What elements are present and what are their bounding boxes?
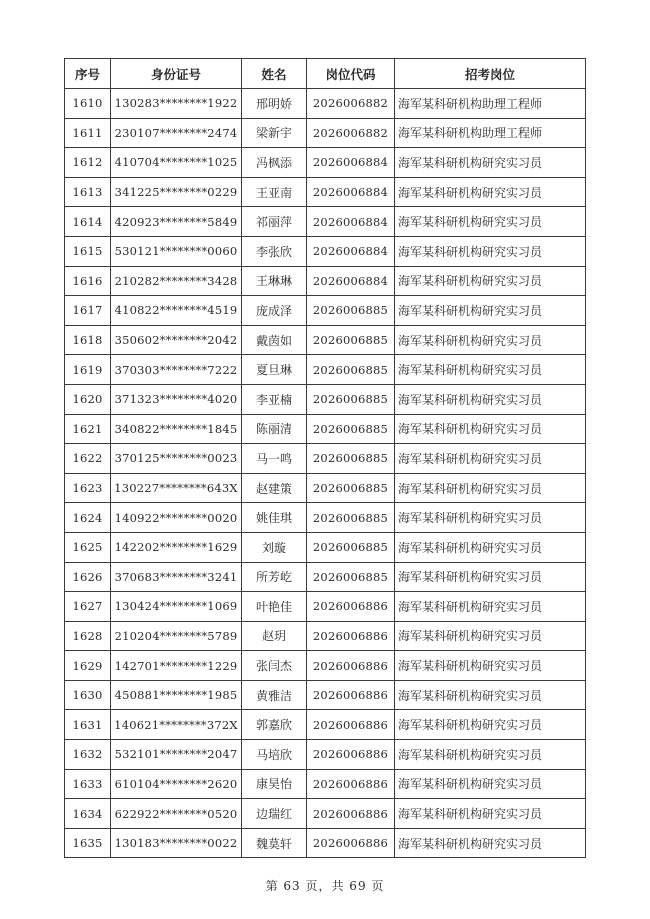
- cell-name: 夏旦琳: [242, 355, 307, 385]
- cell-name: 马培欣: [242, 740, 307, 770]
- cell-position-code: 2026006884: [307, 177, 395, 207]
- table-row: [65, 532, 586, 562]
- table-row: [65, 621, 586, 651]
- cell-position-code: 2026006885: [307, 532, 395, 562]
- table-row: [65, 296, 586, 326]
- cell-serial-number: 1633: [65, 769, 111, 799]
- table-row: [65, 651, 586, 681]
- cell-serial-number: 1620: [65, 384, 111, 414]
- cell-id-number: 142202********1629: [111, 532, 242, 562]
- cell-position-code: 2026006884: [307, 148, 395, 178]
- cell-position-title: 海军某科研机构研究实习员: [395, 828, 586, 858]
- cell-position-title: 海军某科研机构研究实习员: [395, 473, 586, 503]
- cell-position-code: 2026006885: [307, 473, 395, 503]
- cell-position-code: 2026006885: [307, 325, 395, 355]
- cell-position-title: 海军某科研机构助理工程师: [395, 118, 586, 148]
- cell-position-title: 海军某科研机构研究实习员: [395, 562, 586, 592]
- cell-position-code: 2026006885: [307, 296, 395, 326]
- cell-position-title: 海军某科研机构研究实习员: [395, 266, 586, 296]
- table-row: [65, 740, 586, 770]
- cell-position-code: 2026006886: [307, 651, 395, 681]
- cell-position-code: 2026006886: [307, 740, 395, 770]
- cell-serial-number: 1617: [65, 296, 111, 326]
- table-row: [65, 799, 586, 829]
- cell-serial-number: 1612: [65, 148, 111, 178]
- table-row: [65, 562, 586, 592]
- cell-serial-number: 1625: [65, 532, 111, 562]
- cell-position-code: 2026006882: [307, 118, 395, 148]
- cell-id-number: 130283********1922: [111, 89, 242, 119]
- cell-id-number: 371323********4020: [111, 384, 242, 414]
- cell-serial-number: 1632: [65, 740, 111, 770]
- cell-position-title: 海军某科研机构研究实习员: [395, 325, 586, 355]
- cell-position-code: 2026006885: [307, 414, 395, 444]
- table-row: [65, 177, 586, 207]
- cell-id-number: 130183********0022: [111, 828, 242, 858]
- cell-id-number: 210204********5789: [111, 621, 242, 651]
- table-row: [65, 384, 586, 414]
- cell-position-title: 海军某科研机构研究实习员: [395, 710, 586, 740]
- cell-name: 王亚南: [242, 177, 307, 207]
- cell-name: 赵建策: [242, 473, 307, 503]
- table-row: [65, 444, 586, 474]
- cell-position-code: 2026006886: [307, 680, 395, 710]
- cell-name: 姚佳琪: [242, 503, 307, 533]
- cell-name: 叶艳佳: [242, 592, 307, 622]
- cell-id-number: 532101********2047: [111, 740, 242, 770]
- cell-position-code: 2026006885: [307, 355, 395, 385]
- cell-name: 冯枫添: [242, 148, 307, 178]
- cell-position-code: 2026006884: [307, 207, 395, 237]
- table-row: [65, 355, 586, 385]
- cell-name: 祁丽萍: [242, 207, 307, 237]
- table-row: [65, 592, 586, 622]
- cell-position-code: 2026006884: [307, 266, 395, 296]
- cell-position-code: 2026006884: [307, 236, 395, 266]
- cell-id-number: 450881********1985: [111, 680, 242, 710]
- col-header-position-title: 招考岗位: [395, 59, 586, 89]
- cell-serial-number: 1619: [65, 355, 111, 385]
- cell-serial-number: 1614: [65, 207, 111, 237]
- cell-position-code: 2026006885: [307, 503, 395, 533]
- table-row: [65, 503, 586, 533]
- cell-position-title: 海军某科研机构研究实习员: [395, 355, 586, 385]
- cell-name: 魏莫轩: [242, 828, 307, 858]
- page-number: 第 63 页，共 69 页: [265, 879, 385, 894]
- table-row: [65, 89, 586, 119]
- cell-serial-number: 1615: [65, 236, 111, 266]
- cell-id-number: 140922********0020: [111, 503, 242, 533]
- cell-id-number: 530121********0060: [111, 236, 242, 266]
- cell-id-number: 210282********3428: [111, 266, 242, 296]
- cell-position-code: 2026006882: [307, 89, 395, 119]
- cell-position-title: 海军某科研机构研究实习员: [395, 207, 586, 237]
- cell-serial-number: 1622: [65, 444, 111, 474]
- cell-name: 庞成泽: [242, 296, 307, 326]
- cell-serial-number: 1635: [65, 828, 111, 858]
- table-row: [65, 207, 586, 237]
- cell-serial-number: 1610: [65, 89, 111, 119]
- cell-serial-number: 1611: [65, 118, 111, 148]
- cell-position-title: 海军某科研机构研究实习员: [395, 414, 586, 444]
- cell-position-title: 海军某科研机构研究实习员: [395, 444, 586, 474]
- cell-serial-number: 1630: [65, 680, 111, 710]
- cell-id-number: 410704********1025: [111, 148, 242, 178]
- cell-serial-number: 1613: [65, 177, 111, 207]
- table-row: [65, 828, 586, 858]
- cell-position-code: 2026006886: [307, 592, 395, 622]
- cell-position-code: 2026006885: [307, 562, 395, 592]
- cell-serial-number: 1624: [65, 503, 111, 533]
- cell-name: 戴茵如: [242, 325, 307, 355]
- cell-position-code: 2026006885: [307, 444, 395, 474]
- cell-serial-number: 1634: [65, 799, 111, 829]
- cell-position-title: 海军某科研机构研究实习员: [395, 799, 586, 829]
- col-header-name: 姓名: [242, 59, 307, 89]
- cell-serial-number: 1626: [65, 562, 111, 592]
- cell-position-title: 海军某科研机构研究实习员: [395, 236, 586, 266]
- col-header-serial-number: 序号: [65, 59, 111, 89]
- cell-name: 康昊怡: [242, 769, 307, 799]
- cell-serial-number: 1618: [65, 325, 111, 355]
- cell-id-number: 622922********0520: [111, 799, 242, 829]
- cell-name: 王琳琳: [242, 266, 307, 296]
- cell-position-title: 海军某科研机构研究实习员: [395, 384, 586, 414]
- cell-position-title: 海军某科研机构研究实习员: [395, 621, 586, 651]
- cell-id-number: 130424********1069: [111, 592, 242, 622]
- cell-position-title: 海军某科研机构研究实习员: [395, 296, 586, 326]
- cell-name: 张闫杰: [242, 651, 307, 681]
- cell-position-title: 海军某科研机构研究实习员: [395, 680, 586, 710]
- col-header-position-code: 岗位代码: [307, 59, 395, 89]
- cell-id-number: 142701********1229: [111, 651, 242, 681]
- cell-id-number: 420923********5849: [111, 207, 242, 237]
- table-body: [65, 89, 586, 858]
- cell-id-number: 340822********1845: [111, 414, 242, 444]
- cell-position-title: 海军某科研机构研究实习员: [395, 769, 586, 799]
- cell-position-code: 2026006886: [307, 710, 395, 740]
- cell-position-title: 海军某科研机构研究实习员: [395, 532, 586, 562]
- cell-position-title: 海军某科研机构研究实习员: [395, 651, 586, 681]
- cell-serial-number: 1631: [65, 710, 111, 740]
- cell-serial-number: 1616: [65, 266, 111, 296]
- cell-name: 陈丽清: [242, 414, 307, 444]
- cell-position-code: 2026006886: [307, 769, 395, 799]
- cell-name: 邢明娇: [242, 89, 307, 119]
- cell-name: 郭嘉欣: [242, 710, 307, 740]
- cell-name: 李张欣: [242, 236, 307, 266]
- table-row: [65, 710, 586, 740]
- cell-id-number: 370125********0023: [111, 444, 242, 474]
- cell-serial-number: 1627: [65, 592, 111, 622]
- cell-id-number: 370303********7222: [111, 355, 242, 385]
- cell-name: 赵玥: [242, 621, 307, 651]
- table-row: [65, 680, 586, 710]
- cell-name: 刘璇: [242, 532, 307, 562]
- cell-serial-number: 1629: [65, 651, 111, 681]
- cell-position-title: 海军某科研机构助理工程师: [395, 89, 586, 119]
- cell-id-number: 130227********643X: [111, 473, 242, 503]
- cell-name: 李亚楠: [242, 384, 307, 414]
- table-row: [65, 325, 586, 355]
- cell-name: 梁新宇: [242, 118, 307, 148]
- cell-position-code: 2026006886: [307, 828, 395, 858]
- cell-serial-number: 1628: [65, 621, 111, 651]
- table-row: [65, 148, 586, 178]
- cell-serial-number: 1623: [65, 473, 111, 503]
- table-row: [65, 414, 586, 444]
- cell-id-number: 370683********3241: [111, 562, 242, 592]
- cell-name: 马一鸣: [242, 444, 307, 474]
- table-row: [65, 266, 586, 296]
- cell-position-title: 海军某科研机构研究实习员: [395, 740, 586, 770]
- table-row: [65, 769, 586, 799]
- cell-name: 黄雅洁: [242, 680, 307, 710]
- table-row: [65, 473, 586, 503]
- cell-position-title: 海军某科研机构研究实习员: [395, 592, 586, 622]
- col-header-id-number: 身份证号: [111, 59, 242, 89]
- cell-id-number: 341225********0229: [111, 177, 242, 207]
- cell-id-number: 140621********372X: [111, 710, 242, 740]
- cell-name: 边瑞红: [242, 799, 307, 829]
- cell-position-code: 2026006886: [307, 799, 395, 829]
- cell-position-title: 海军某科研机构研究实习员: [395, 177, 586, 207]
- table-header-row: [65, 59, 586, 89]
- cell-id-number: 350602********2042: [111, 325, 242, 355]
- cell-position-title: 海军某科研机构研究实习员: [395, 148, 586, 178]
- cell-position-title: 海军某科研机构研究实习员: [395, 503, 586, 533]
- cell-id-number: 410822********4519: [111, 296, 242, 326]
- table-row: [65, 118, 586, 148]
- cell-position-code: 2026006886: [307, 621, 395, 651]
- table-row: [65, 236, 586, 266]
- recruitment-roster-table: [64, 58, 586, 858]
- cell-id-number: 610104********2620: [111, 769, 242, 799]
- cell-serial-number: 1621: [65, 414, 111, 444]
- cell-position-code: 2026006885: [307, 384, 395, 414]
- cell-id-number: 230107********2474: [111, 118, 242, 148]
- cell-name: 所芳屹: [242, 562, 307, 592]
